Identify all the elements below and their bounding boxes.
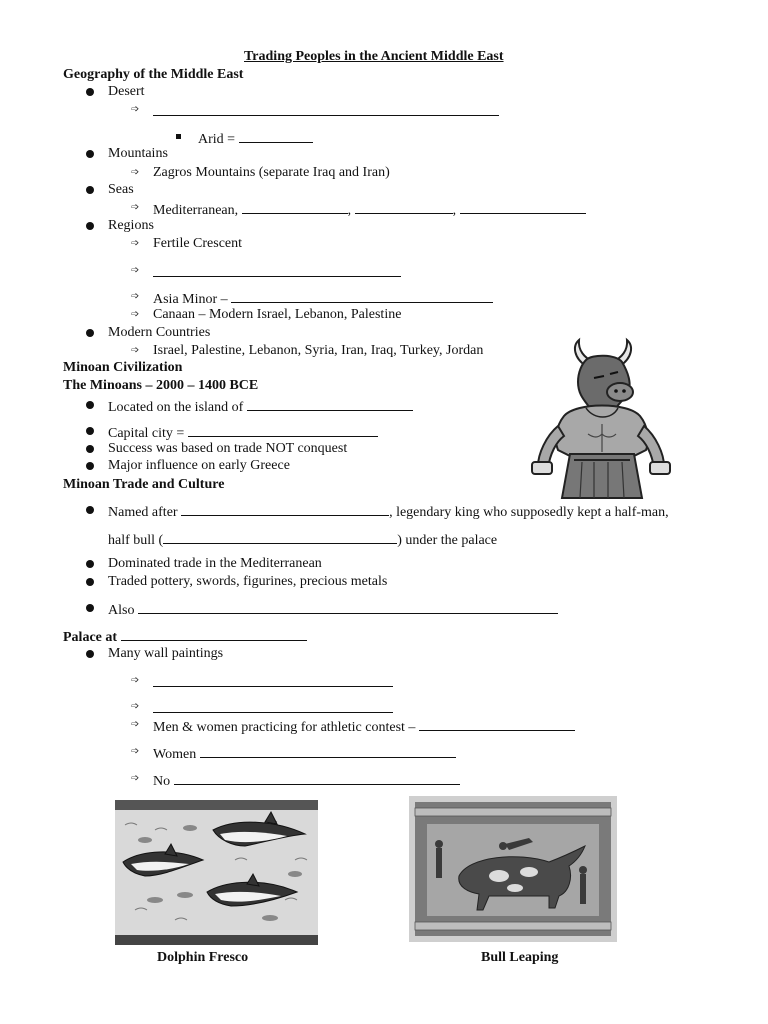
trade-heading: Minoan Trade and Culture xyxy=(63,477,225,492)
island-blank[interactable] xyxy=(247,397,413,411)
modern-countries-item: Modern Countries xyxy=(108,325,211,340)
palace-blank[interactable] xyxy=(121,627,307,641)
desert-blank[interactable] xyxy=(153,102,499,116)
geography-heading: Geography of the Middle East xyxy=(63,67,244,82)
king-blank[interactable] xyxy=(181,502,389,516)
arid-label: Arid = xyxy=(198,132,236,147)
desert-blank-row xyxy=(153,102,499,121)
painting-blank-1[interactable] xyxy=(153,673,393,687)
capital-row xyxy=(108,423,378,442)
arid-blank[interactable] xyxy=(239,129,313,143)
half-bull-label: half bull ( xyxy=(108,533,164,548)
mediterranean-label: Mediterranean, xyxy=(153,203,239,218)
also-blank[interactable] xyxy=(138,600,558,614)
athletic-label: Men & women practicing for athletic contest – xyxy=(153,720,416,735)
capital-blank[interactable] xyxy=(188,423,378,437)
asia-minor-row xyxy=(153,289,493,308)
half-bull-row xyxy=(108,530,497,549)
legendary-text: , legendary king who supposedly kept a half-man, xyxy=(389,505,669,520)
asia-minor-blank[interactable] xyxy=(231,289,493,303)
named-after-row xyxy=(108,502,669,521)
painting-blank-row-1 xyxy=(153,673,393,692)
bull-leaping-fresco-icon xyxy=(409,796,617,942)
arid-row xyxy=(198,129,313,148)
women-label: Women xyxy=(153,747,197,762)
named-after-label: Named after xyxy=(108,505,178,520)
bull-caption: Bull Leaping xyxy=(481,950,559,965)
page-title: Trading Peoples in the Ancient Middle East xyxy=(244,49,504,64)
also-label: Also xyxy=(108,603,135,618)
capital-label: Capital city = xyxy=(108,426,185,441)
under-palace-text: ) under the palace xyxy=(397,533,498,548)
no-row xyxy=(153,771,460,790)
athletic-row xyxy=(153,717,575,736)
located-label: Located on the island of xyxy=(108,400,244,415)
zagros-item: ➩ Zagros Mountains (separate Iraq and Iran) xyxy=(153,165,390,181)
creature-blank[interactable] xyxy=(163,530,397,544)
region-blank[interactable] xyxy=(153,263,401,277)
dolphin-caption: Dolphin Fresco xyxy=(157,950,249,965)
mountains-item: Mountains xyxy=(108,146,168,161)
minoan-heading: Minoan Civilization xyxy=(63,360,183,375)
dominated-item: Dominated trade in the Mediterranean xyxy=(108,556,322,571)
region-blank-row xyxy=(153,263,401,282)
canaan-item: ➩ Canaan – Modern Israel, Lebanon, Palestine xyxy=(153,307,401,323)
sea-blank-2[interactable] xyxy=(355,200,453,214)
minotaur-icon xyxy=(524,336,678,502)
no-blank[interactable] xyxy=(174,771,460,785)
success-item: Success was based on trade NOT conquest xyxy=(108,441,348,456)
sea-blank-3[interactable] xyxy=(460,200,586,214)
seas-row: ➩ Mediterranean, , , xyxy=(153,200,586,219)
fertile-item: ➩ Fertile Crescent xyxy=(153,236,242,252)
regions-item: Regions xyxy=(108,218,154,233)
desert-item: Desert xyxy=(108,84,145,99)
painting-blank-row-2 xyxy=(153,699,393,718)
also-row xyxy=(108,600,558,619)
wall-paintings-item: Many wall paintings xyxy=(108,646,224,661)
minoan-subheading: The Minoans – 2000 – 1400 BCE xyxy=(63,378,259,393)
palace-row xyxy=(63,627,307,646)
no-label: No xyxy=(153,774,171,789)
sea-blank-1[interactable] xyxy=(242,200,348,214)
athletic-blank[interactable] xyxy=(419,717,575,731)
painting-blank-2[interactable] xyxy=(153,699,393,713)
influence-item: Major influence on early Greece xyxy=(108,458,290,473)
traded-item: Traded pottery, swords, figurines, precious metals xyxy=(108,574,388,589)
women-row xyxy=(153,744,456,763)
palace-label: Palace at xyxy=(63,630,118,645)
located-row xyxy=(108,397,413,416)
asia-minor-label: Asia Minor – xyxy=(153,292,228,307)
dolphin-fresco-icon xyxy=(115,800,318,945)
countries-list: ➩ Israel, Palestine, Lebanon, Syria, Iran, Iraq, Turkey, Jordan xyxy=(153,343,483,359)
women-blank[interactable] xyxy=(200,744,456,758)
seas-item: Seas xyxy=(108,182,134,197)
